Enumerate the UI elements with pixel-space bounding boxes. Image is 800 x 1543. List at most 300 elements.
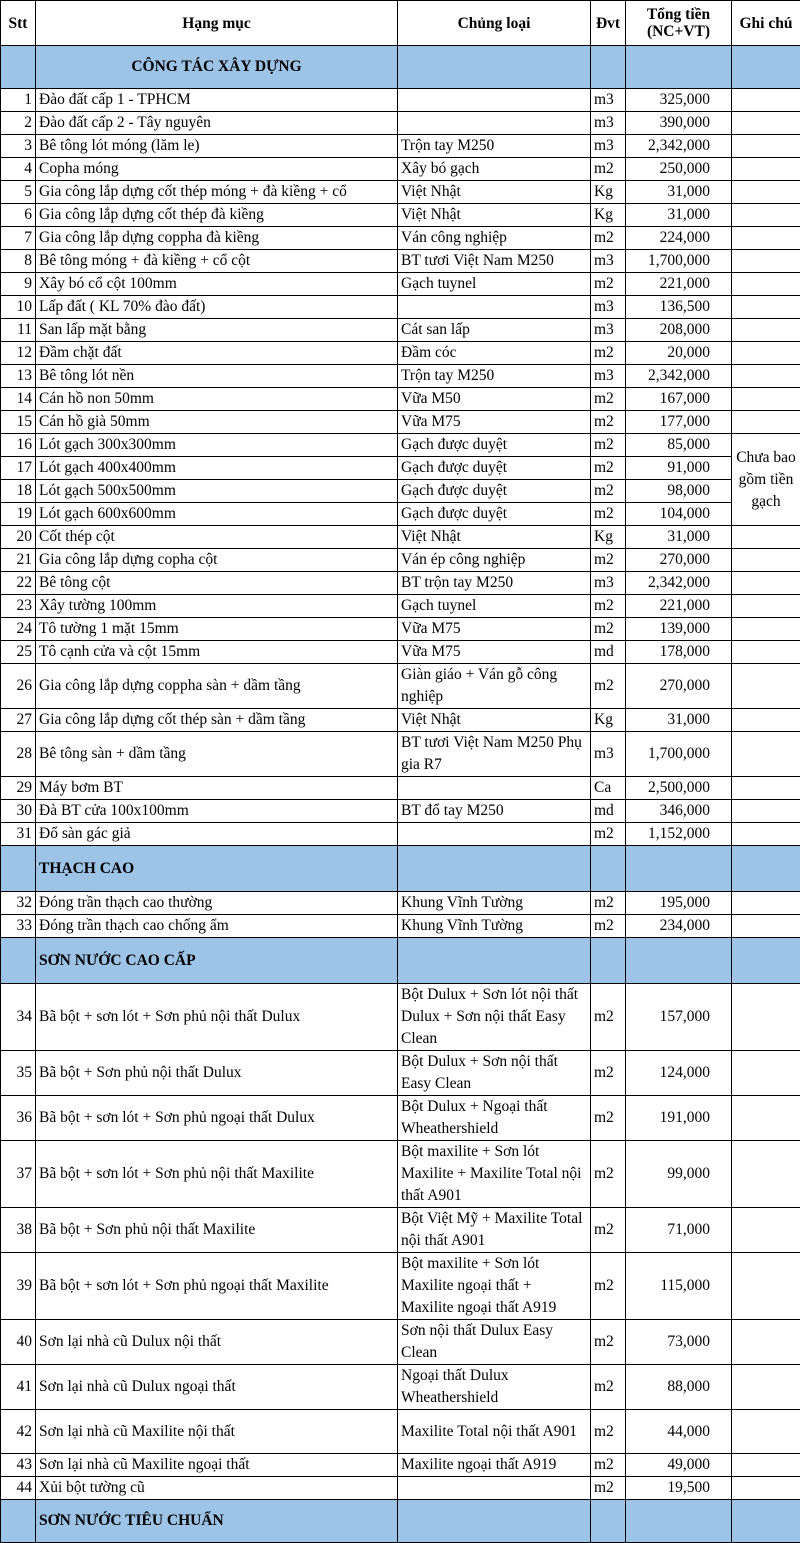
- table-row: [1, 915, 800, 938]
- row-stt: 41: [1, 1365, 36, 1410]
- row-type: Sơn nội thất Dulux Easy Clean: [398, 1320, 591, 1365]
- row-stt: 1: [1, 89, 36, 112]
- section-empty: [591, 1500, 626, 1543]
- row-price: 31,000: [626, 204, 732, 227]
- section-row: [1, 1500, 800, 1543]
- row-type: Gạch tuynel: [398, 273, 591, 296]
- row-type: Khung Vĩnh Tường: [398, 915, 591, 938]
- row-note: [732, 158, 800, 181]
- row-price: 98,000: [626, 480, 732, 503]
- header-stt: Stt: [1, 1, 36, 46]
- row-item: Bê tông lót nền: [36, 365, 398, 388]
- row-type: Trộn tay M250: [398, 365, 591, 388]
- row-stt: 40: [1, 1320, 36, 1365]
- row-unit: m2: [591, 892, 626, 915]
- row-price: 191,000: [626, 1096, 732, 1141]
- row-unit: m3: [591, 365, 626, 388]
- row-note: [732, 618, 800, 641]
- table-row: [1, 411, 800, 434]
- row-stt: 36: [1, 1096, 36, 1141]
- row-item: Gia công lắp dựng cốt thép sàn + dầm tầng: [36, 709, 398, 732]
- table-row: [1, 1410, 800, 1454]
- row-unit: m2: [591, 984, 626, 1051]
- row-item: Bã bột + sơn lót + Sơn phủ nội thất Dulux: [36, 984, 398, 1051]
- table-row: [1, 227, 800, 250]
- table-row: [1, 549, 800, 572]
- row-price: 115,000: [626, 1253, 732, 1320]
- row-unit: Kg: [591, 709, 626, 732]
- row-item: Lót gạch 300x300mm: [36, 434, 398, 457]
- row-unit: m2: [591, 595, 626, 618]
- row-item: Gia công lắp dựng coppha sàn + dầm tầng: [36, 664, 398, 709]
- row-stt: 4: [1, 158, 36, 181]
- row-stt: 35: [1, 1051, 36, 1096]
- section-empty: [626, 46, 732, 89]
- table-row: [1, 526, 800, 549]
- row-stt: 2: [1, 112, 36, 135]
- row-note: [732, 296, 800, 319]
- row-unit: m2: [591, 434, 626, 457]
- row-type: Đầm cóc: [398, 342, 591, 365]
- row-type: Cát san lấp: [398, 319, 591, 342]
- row-unit: m2: [591, 1253, 626, 1320]
- row-type: BT trộn tay M250: [398, 572, 591, 595]
- row-unit: m2: [591, 823, 626, 846]
- row-unit: m2: [591, 664, 626, 709]
- row-unit: m2: [591, 503, 626, 526]
- row-type: [398, 823, 591, 846]
- table-row: [1, 365, 800, 388]
- row-note: [732, 664, 800, 709]
- table-row: [1, 1477, 800, 1500]
- row-unit: m2: [591, 1477, 626, 1500]
- table-row: [1, 777, 800, 800]
- row-note: [732, 915, 800, 938]
- row-note: [732, 641, 800, 664]
- row-item: Máy bơm BT: [36, 777, 398, 800]
- row-item: Sơn lại nhà cũ Dulux nội thất: [36, 1320, 398, 1365]
- section-empty: [732, 1500, 800, 1543]
- row-unit: m2: [591, 457, 626, 480]
- row-type: Bột maxilite + Sơn lót Maxilite ngoại thất + Maxilite ngoại thất A919: [398, 1253, 591, 1320]
- row-note: [732, 204, 800, 227]
- row-stt: 27: [1, 709, 36, 732]
- row-note: [732, 709, 800, 732]
- row-item: Gia công lắp dựng cốt thép móng + đà kiềng + cổ: [36, 181, 398, 204]
- row-unit: m2: [591, 1208, 626, 1253]
- table-row: [1, 1365, 800, 1410]
- table-row: [1, 1208, 800, 1253]
- row-price: 31,000: [626, 526, 732, 549]
- row-item: Gia công lắp dựng copha cột: [36, 549, 398, 572]
- row-item: Bã bột + sơn lót + Sơn phủ ngoại thất Maxilite: [36, 1253, 398, 1320]
- row-unit: md: [591, 800, 626, 823]
- row-stt: 34: [1, 984, 36, 1051]
- row-note: [732, 777, 800, 800]
- table-row: [1, 1096, 800, 1141]
- row-unit: m2: [591, 618, 626, 641]
- row-type: BT tươi Việt Nam M250: [398, 250, 591, 273]
- row-stt: 19: [1, 503, 36, 526]
- row-item: Tô cạnh cửa và cột 15mm: [36, 641, 398, 664]
- table-row: [1, 1253, 800, 1320]
- row-price: 2,342,000: [626, 572, 732, 595]
- row-unit: m2: [591, 273, 626, 296]
- table-row: [1, 709, 800, 732]
- section-title: SƠN NƯỚC TIÊU CHUẨN: [36, 1500, 398, 1543]
- row-note: [732, 1051, 800, 1096]
- row-stt: 37: [1, 1141, 36, 1208]
- row-stt: 14: [1, 388, 36, 411]
- row-stt: 20: [1, 526, 36, 549]
- row-stt: 22: [1, 572, 36, 595]
- row-unit: m2: [591, 227, 626, 250]
- row-item: Cán hồ già 50mm: [36, 411, 398, 434]
- row-unit: m3: [591, 89, 626, 112]
- section-empty: [732, 938, 800, 984]
- row-stt: 7: [1, 227, 36, 250]
- section-empty: [591, 46, 626, 89]
- row-unit: m2: [591, 480, 626, 503]
- row-type: Gạch được duyệt: [398, 503, 591, 526]
- section-title: THẠCH CAO: [36, 846, 398, 892]
- row-type: [398, 296, 591, 319]
- table-row: [1, 434, 800, 457]
- row-stt: 38: [1, 1208, 36, 1253]
- row-unit: m2: [591, 158, 626, 181]
- row-type: Maxilite ngoại thất A919: [398, 1454, 591, 1477]
- row-item: Lấp đất ( KL 70% đào đất): [36, 296, 398, 319]
- row-item: Xây bó cổ cột 100mm: [36, 273, 398, 296]
- row-item: Tô tường 1 mặt 15mm: [36, 618, 398, 641]
- row-type: Bột Việt Mỹ + Maxilite Total nội thất A901: [398, 1208, 591, 1253]
- header-row: [1, 1, 800, 46]
- row-type: Bột Dulux + Ngoại thất Wheathershield: [398, 1096, 591, 1141]
- row-note: [732, 572, 800, 595]
- row-type: Bột Dulux + Sơn nội thất Easy Clean: [398, 1051, 591, 1096]
- row-note: [732, 135, 800, 158]
- table-row: [1, 342, 800, 365]
- row-item: Đào đất cấp 1 - TPHCM: [36, 89, 398, 112]
- row-type: BT đổ tay M250: [398, 800, 591, 823]
- section-empty: [591, 938, 626, 984]
- row-note: [732, 1096, 800, 1141]
- row-item: Đóng trần thạch cao thường: [36, 892, 398, 915]
- row-type: Vữa M75: [398, 411, 591, 434]
- header-type: Chủng loại: [398, 1, 591, 46]
- row-price: 44,000: [626, 1410, 732, 1454]
- row-unit: m2: [591, 1410, 626, 1454]
- row-price: 85,000: [626, 434, 732, 457]
- row-unit: m3: [591, 250, 626, 273]
- row-stt: 18: [1, 480, 36, 503]
- row-stt: 21: [1, 549, 36, 572]
- row-unit: m2: [591, 1141, 626, 1208]
- row-item: Copha móng: [36, 158, 398, 181]
- row-unit: m2: [591, 549, 626, 572]
- section-empty: [398, 1500, 591, 1543]
- row-stt: 24: [1, 618, 36, 641]
- row-price: 167,000: [626, 388, 732, 411]
- row-note: [732, 549, 800, 572]
- row-item: Sơn lại nhà cũ Maxilite nội thất: [36, 1410, 398, 1454]
- section-stt: [1, 1500, 36, 1543]
- table-row: [1, 112, 800, 135]
- row-type: Việt Nhật: [398, 526, 591, 549]
- row-stt: 12: [1, 342, 36, 365]
- row-note: [732, 1477, 800, 1500]
- header-item: Hạng mục: [36, 1, 398, 46]
- row-type: Gạch được duyệt: [398, 434, 591, 457]
- row-type: Trộn tay M250: [398, 135, 591, 158]
- row-note: [732, 250, 800, 273]
- row-price: 346,000: [626, 800, 732, 823]
- row-item: Đóng trần thạch cao chống ẩm: [36, 915, 398, 938]
- row-price: 91,000: [626, 457, 732, 480]
- row-price: 221,000: [626, 595, 732, 618]
- row-stt: 42: [1, 1410, 36, 1454]
- row-stt: 23: [1, 595, 36, 618]
- row-note: [732, 388, 800, 411]
- table-row: [1, 618, 800, 641]
- row-stt: 9: [1, 273, 36, 296]
- row-type: Gạch được duyệt: [398, 480, 591, 503]
- row-price: 2,342,000: [626, 365, 732, 388]
- row-item: Lót gạch 600x600mm: [36, 503, 398, 526]
- row-unit: m2: [591, 1320, 626, 1365]
- header-note: Ghi chú: [732, 1, 800, 46]
- row-note: [732, 411, 800, 434]
- row-item: Gia công lắp dựng cốt thép đà kiềng: [36, 204, 398, 227]
- row-stt: 33: [1, 915, 36, 938]
- row-item: Lót gạch 500x500mm: [36, 480, 398, 503]
- row-note: [732, 319, 800, 342]
- table-row: [1, 457, 800, 480]
- row-unit: m2: [591, 411, 626, 434]
- section-empty: [591, 846, 626, 892]
- section-title: CÔNG TÁC XÂY DỰNG: [36, 46, 398, 89]
- row-unit: m2: [591, 388, 626, 411]
- row-unit: Kg: [591, 204, 626, 227]
- row-price: 73,000: [626, 1320, 732, 1365]
- row-stt: 25: [1, 641, 36, 664]
- row-item: Sơn lại nhà cũ Maxilite ngoại thất: [36, 1454, 398, 1477]
- table-row: [1, 984, 800, 1051]
- table-row: [1, 158, 800, 181]
- section-empty: [626, 846, 732, 892]
- row-stt: 31: [1, 823, 36, 846]
- row-stt: 43: [1, 1454, 36, 1477]
- row-unit: Kg: [591, 526, 626, 549]
- row-price: 20,000: [626, 342, 732, 365]
- row-unit: m2: [591, 1454, 626, 1477]
- section-title: SƠN NƯỚC CAO CẤP: [36, 938, 398, 984]
- row-price: 390,000: [626, 112, 732, 135]
- row-type: Vữa M75: [398, 641, 591, 664]
- row-price: 1,700,000: [626, 250, 732, 273]
- row-price: 325,000: [626, 89, 732, 112]
- row-item: Bã bột + Sơn phủ nội thất Dulux: [36, 1051, 398, 1096]
- row-note: [732, 1410, 800, 1454]
- row-price: 136,500: [626, 296, 732, 319]
- row-price: 2,342,000: [626, 135, 732, 158]
- row-unit: m2: [591, 915, 626, 938]
- row-stt: 11: [1, 319, 36, 342]
- row-note: [732, 1253, 800, 1320]
- header-total: Tổng tiền (NC+VT): [626, 1, 732, 46]
- row-unit: Ca: [591, 777, 626, 800]
- row-stt: 29: [1, 777, 36, 800]
- row-price: 1,152,000: [626, 823, 732, 846]
- row-price: 250,000: [626, 158, 732, 181]
- table-row: [1, 204, 800, 227]
- row-item: Cốt thép cột: [36, 526, 398, 549]
- row-note: [732, 892, 800, 915]
- row-type: Việt Nhật: [398, 181, 591, 204]
- table-row: [1, 89, 800, 112]
- row-price: 224,000: [626, 227, 732, 250]
- row-note: [732, 1320, 800, 1365]
- row-price: 208,000: [626, 319, 732, 342]
- row-item: Đầm chặt đất: [36, 342, 398, 365]
- row-note: [732, 1365, 800, 1410]
- row-unit: Kg: [591, 181, 626, 204]
- row-type: BT tươi Việt Nam M250 Phụ gia R7: [398, 732, 591, 777]
- section-row: [1, 46, 800, 89]
- section-empty: [398, 46, 591, 89]
- table-body: [1, 46, 800, 1543]
- row-price: 139,000: [626, 618, 732, 641]
- table-row: [1, 732, 800, 777]
- table-row: [1, 1141, 800, 1208]
- table-row: [1, 181, 800, 204]
- table-row: [1, 135, 800, 158]
- table-row: [1, 503, 800, 526]
- row-item: Xây tường 100mm: [36, 595, 398, 618]
- row-stt: 13: [1, 365, 36, 388]
- row-note: [732, 823, 800, 846]
- row-type: Ván ép công nghiệp: [398, 549, 591, 572]
- row-note: [732, 181, 800, 204]
- table-row: [1, 1454, 800, 1477]
- row-type: Ván công nghiệp: [398, 227, 591, 250]
- row-type: Bột Dulux + Sơn lót nội thất Dulux + Sơn nội thất Easy Clean: [398, 984, 591, 1051]
- table-row: [1, 664, 800, 709]
- row-stt: 16: [1, 434, 36, 457]
- row-price: 221,000: [626, 273, 732, 296]
- row-type: Vữa M50: [398, 388, 591, 411]
- section-empty: [732, 46, 800, 89]
- row-stt: 30: [1, 800, 36, 823]
- row-item: Lót gạch 400x400mm: [36, 457, 398, 480]
- row-item: Đà BT cửa 100x100mm: [36, 800, 398, 823]
- row-stt: 15: [1, 411, 36, 434]
- row-type: Xây bó gạch: [398, 158, 591, 181]
- row-stt: 39: [1, 1253, 36, 1320]
- row-note: [732, 595, 800, 618]
- row-unit: m2: [591, 1051, 626, 1096]
- section-empty: [626, 938, 732, 984]
- section-row: [1, 846, 800, 892]
- row-price: 31,000: [626, 181, 732, 204]
- section-stt: [1, 46, 36, 89]
- row-note: [732, 1454, 800, 1477]
- table-row: [1, 1051, 800, 1096]
- row-unit: m3: [591, 135, 626, 158]
- row-price: 157,000: [626, 984, 732, 1051]
- row-price: 270,000: [626, 549, 732, 572]
- section-empty: [732, 846, 800, 892]
- row-type: Maxilite Total nội thất A901: [398, 1410, 591, 1454]
- row-type: [398, 1477, 591, 1500]
- row-unit: m3: [591, 112, 626, 135]
- row-stt: 32: [1, 892, 36, 915]
- row-note: [732, 732, 800, 777]
- table-row: [1, 892, 800, 915]
- row-item: San lấp mặt bằng: [36, 319, 398, 342]
- row-unit: m3: [591, 319, 626, 342]
- row-unit: m3: [591, 732, 626, 777]
- table-row: [1, 572, 800, 595]
- row-note: [732, 984, 800, 1051]
- row-item: Bê tông cột: [36, 572, 398, 595]
- row-type: Giàn giáo + Ván gỗ công nghiệp: [398, 664, 591, 709]
- row-price: 71,000: [626, 1208, 732, 1253]
- row-type: Khung Vĩnh Tường: [398, 892, 591, 915]
- table-row: [1, 296, 800, 319]
- row-price: 99,000: [626, 1141, 732, 1208]
- row-item: Bê tông móng + đà kiềng + cổ cột: [36, 250, 398, 273]
- row-item: Xủi bột tường cũ: [36, 1477, 398, 1500]
- row-note: [732, 526, 800, 549]
- row-price: 178,000: [626, 641, 732, 664]
- row-item: Đổ sàn gác giả: [36, 823, 398, 846]
- row-note: [732, 273, 800, 296]
- section-stt: [1, 846, 36, 892]
- row-item: Bê tông sàn + dầm tầng: [36, 732, 398, 777]
- row-note: [732, 1208, 800, 1253]
- row-item: Đào đất cấp 2 - Tây nguyên: [36, 112, 398, 135]
- row-stt: 26: [1, 664, 36, 709]
- row-price: 1,700,000: [626, 732, 732, 777]
- row-note: [732, 89, 800, 112]
- table-row: [1, 388, 800, 411]
- row-stt: 28: [1, 732, 36, 777]
- row-unit: m3: [591, 572, 626, 595]
- row-price: 195,000: [626, 892, 732, 915]
- row-unit: m3: [591, 296, 626, 319]
- row-type: Việt Nhật: [398, 709, 591, 732]
- row-stt: 8: [1, 250, 36, 273]
- table-row: [1, 641, 800, 664]
- table-row: [1, 480, 800, 503]
- row-type: [398, 777, 591, 800]
- row-stt: 6: [1, 204, 36, 227]
- row-note: [732, 227, 800, 250]
- row-price: 270,000: [626, 664, 732, 709]
- table-row: [1, 273, 800, 296]
- section-empty: [626, 1500, 732, 1543]
- row-item: Bã bột + sơn lót + Sơn phủ ngoại thất Dulux: [36, 1096, 398, 1141]
- row-unit: m2: [591, 342, 626, 365]
- row-note: [732, 365, 800, 388]
- row-price: 49,000: [626, 1454, 732, 1477]
- row-stt: 5: [1, 181, 36, 204]
- row-type: Bột maxilite + Sơn lót Maxilite + Maxilite Total nội thất A901: [398, 1141, 591, 1208]
- section-stt: [1, 938, 36, 984]
- row-unit: md: [591, 641, 626, 664]
- row-item: Bê tông lót móng (lăm le): [36, 135, 398, 158]
